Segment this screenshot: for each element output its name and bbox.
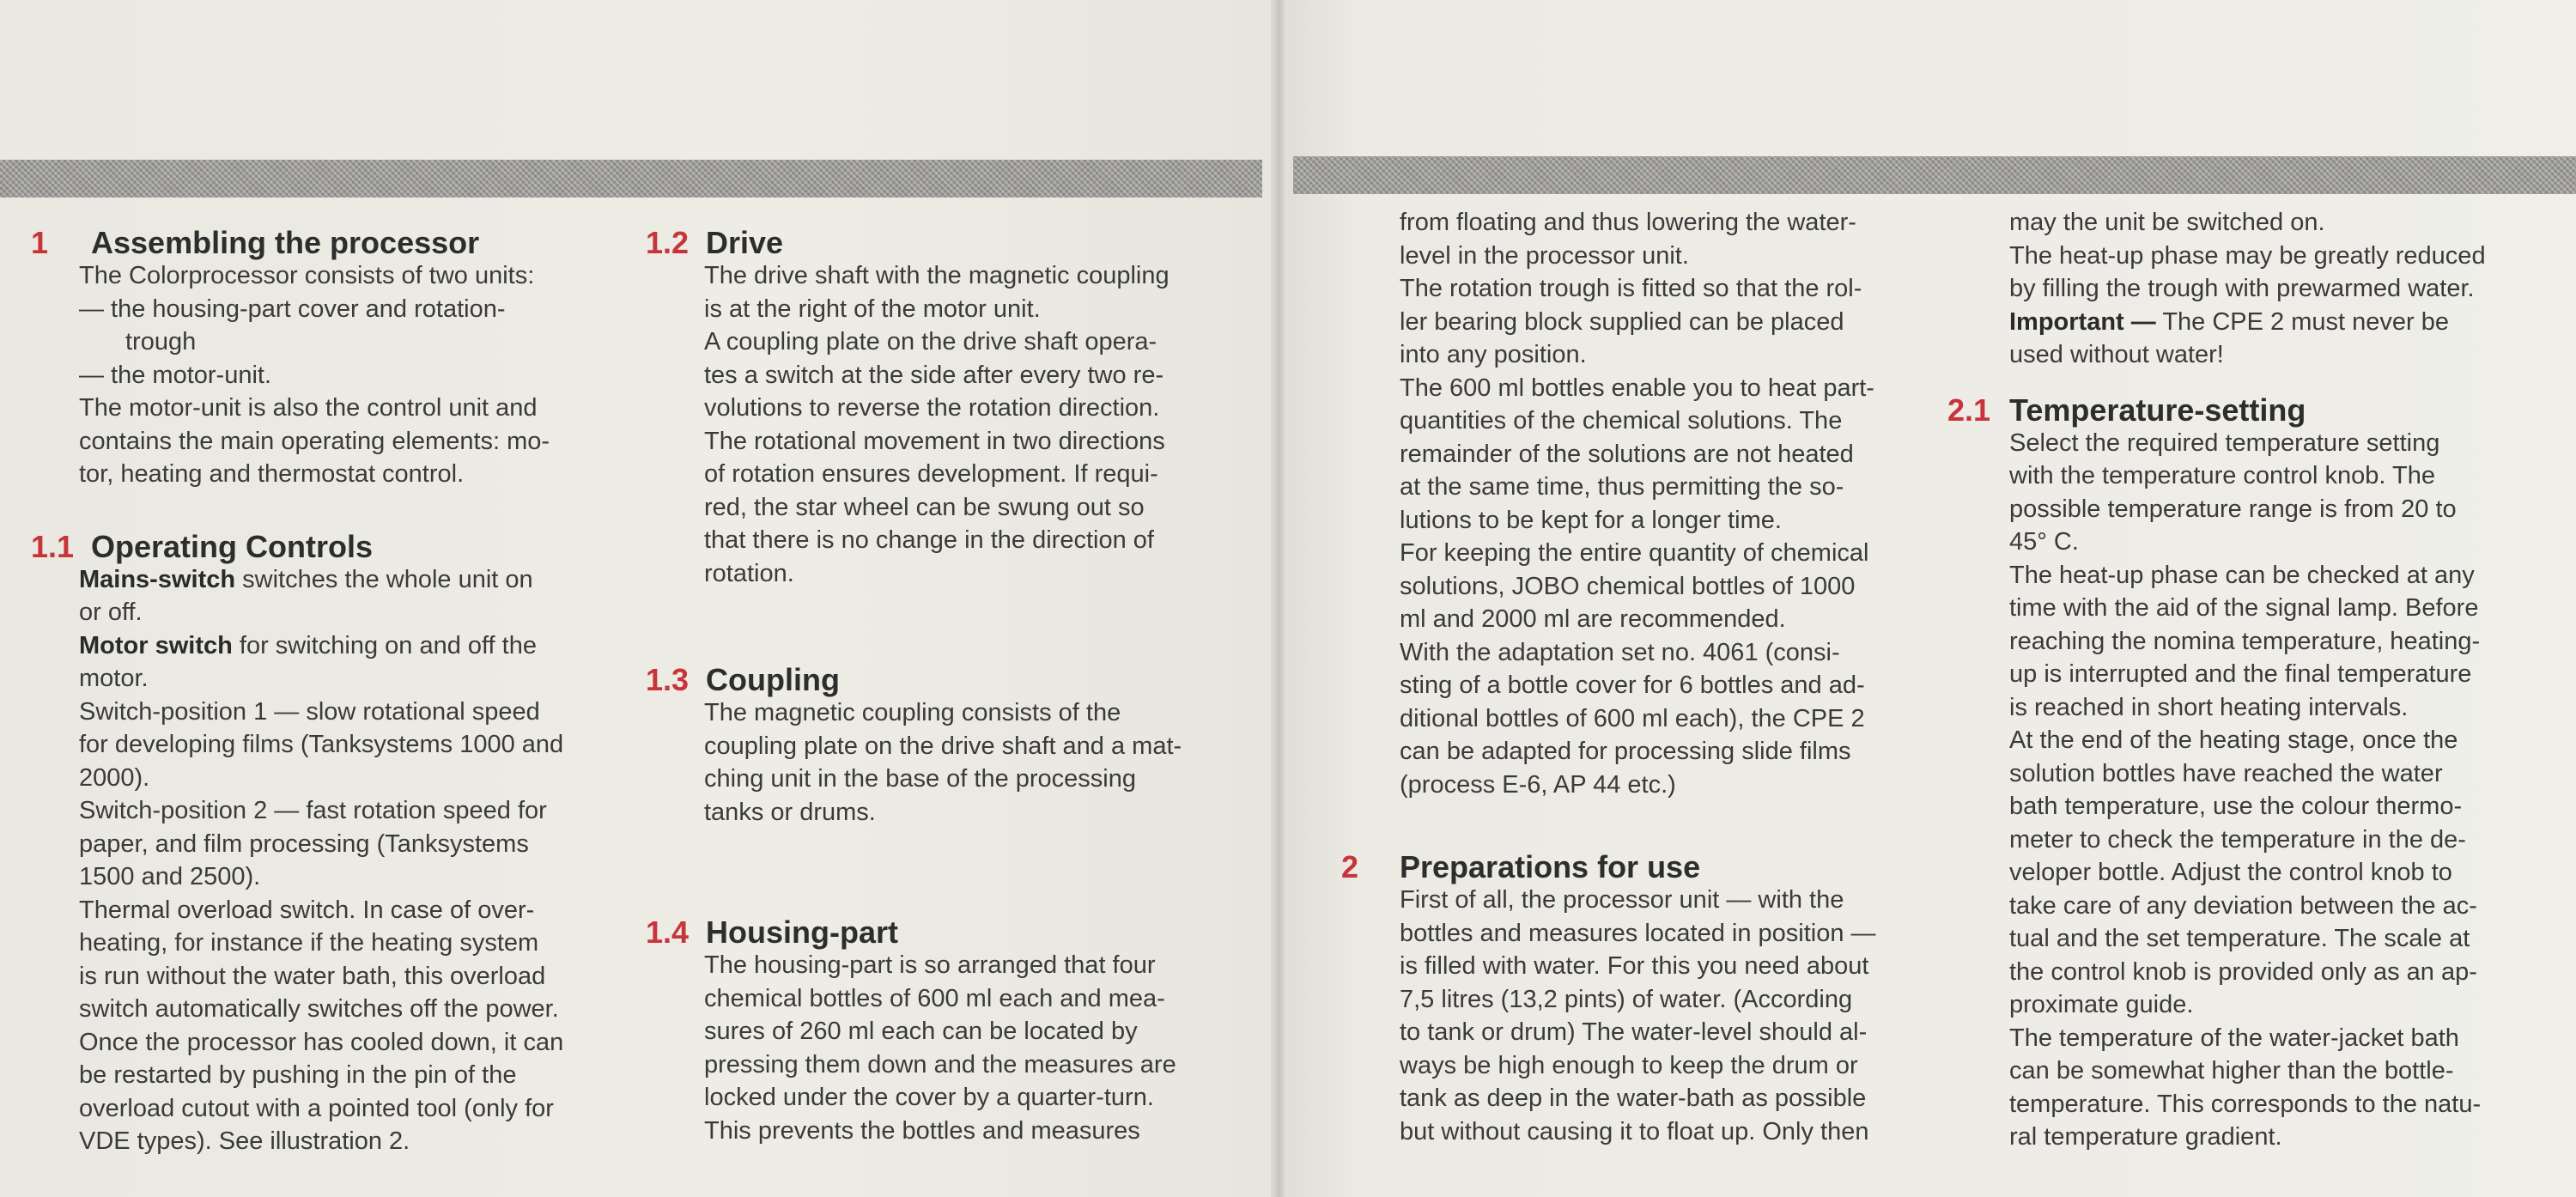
text-line: overload cutout with a pointed tool (only for [79,1094,554,1122]
column-2 [646,225,1221,1147]
section-heading: Coupling [706,662,840,697]
section-1-1-body [31,563,606,1158]
text-line: ways be high enough to keep the drum or [1400,1051,1858,1079]
text-line: veloper bottle. Adjust the control knob to [2009,859,2452,886]
text-line: chemical bottles of 600 ml each and mea- [704,984,1165,1012]
text-line: The magnetic coupling consists of the [704,699,1121,726]
section-number: 1 [31,225,49,260]
text-line: contains the main operating elements: mo- [79,427,550,455]
section-1-1-header [31,529,606,565]
text-line: tual and the set temperature. The scale at [2009,925,2470,952]
text-line: remainder of the solutions are not heated [1400,440,1854,468]
section-heading: Drive [706,225,784,260]
text-line: possible temperature range is from 20 to [2009,495,2457,523]
section-1-4-header [646,914,1221,951]
text-line: At the end of the heating stage, once the [2009,726,2458,754]
text-line: bath temperature, use the colour thermo- [2009,793,2463,820]
column-3 [1341,206,1918,1148]
text-line: the control knob is provided only as an ap- [2009,957,2477,986]
text-line: may the unit be switched on. [2009,209,2325,236]
text-line: proximate guide. [2009,991,2194,1018]
column-1 [31,225,606,1158]
text-line: that there is no change in the direction of [704,526,1154,554]
text-line: red, the star wheel can be swung out so [704,493,1145,521]
text-line: for developing films (Tanksystems 1000 and [79,731,564,758]
text-line: For keeping the entire quantity of chemical [1400,539,1869,567]
section-2-1-header [1947,392,2524,428]
text-line: of rotation ensures development. If requi- [704,460,1158,488]
text-line: Select the required temperature setting [2009,428,2440,457]
text-line: level in the processor unit. [1400,241,1689,270]
text-line: 7,5 litres (13,2 pints) of water. (According [1400,985,1853,1013]
section-number: 1.3 [646,662,690,697]
section-heading: Operating Controls [91,528,374,564]
text-line: (process E-6, AP 44 etc.) [1400,770,1676,799]
section-1-4-body [646,949,1221,1147]
continued-text [1341,206,1918,801]
section-1-body [31,259,606,491]
text-line: is filled with water. For this you need about [1400,952,1869,980]
text-line: coupling plate on the drive shaft and a mat- [704,732,1182,760]
section-heading: Preparations for use [1400,849,1701,884]
continued-text [1947,206,2524,372]
text-line: take care of any deviation between the ac- [2009,891,2477,920]
column-4 [1947,206,2524,1154]
text-line: pressing them down and the measures are [704,1050,1176,1079]
text-line: can be somewhat higher than the bottle- [2009,1057,2454,1085]
text-line: The Colorprocessor consists of two units: [79,262,535,289]
text-line: be restarted by pushing in the pin of the [79,1061,517,1089]
text-line: Switch-position 1 — slow rotational speed [79,697,540,726]
section-1-2-header [646,225,1221,261]
term-mains-switch: Mains-switch [79,565,236,593]
text-line: or off. [79,598,143,626]
section-heading: Assembling the processor [91,225,480,260]
text-line: can be adapted for processing slide films [1400,738,1851,765]
text-line: 2000). [79,763,150,792]
section-1-3-header [646,662,1221,698]
text-line: tor, heating and thermostat control. [79,460,465,488]
text-line: ditional bottles of 600 ml each), the CPE 2 [1400,704,1865,732]
section-1-header [31,225,606,261]
text-line: tank as deep in the water-bath as possible [1400,1085,1867,1112]
text-line: The rotation trough is fitted so that the rol- [1400,275,1862,302]
text-line: The 600 ml bottles enable you to heat part- [1400,374,1874,402]
text-line: temperature. This corresponds to the natu- [2009,1090,2482,1118]
text-line: 1500 and 2500). [79,863,261,890]
text-line: reaching the nomina temperature, heating- [2009,627,2481,655]
text-line: time with the aid of the signal lamp. Before [2009,594,2479,622]
section-heading: Housing-part [706,914,898,950]
section-2-body [1341,884,1918,1148]
text-line: meter to check the temperature in the de- [2009,825,2466,854]
text-line: locked under the cover by a quarter-turn. [704,1084,1154,1111]
text-line: The heat-up phase may be greatly reduced [2009,241,2486,270]
text-line: The heat-up phase can be checked at any [2009,561,2475,589]
text-line: is reached in short heating intervals. [2009,693,2409,721]
section-number: 1.2 [646,225,690,260]
text-run: switches the whole unit on [235,565,533,593]
text-line: lutions to be kept for a longer time. [1400,506,1782,534]
text-line: into any position. [1400,341,1587,368]
text-line: tanks or drums. [704,798,876,826]
term-motor-switch: Motor switch [79,631,233,659]
text-line: at the same time, thus permitting the so- [1400,473,1844,501]
text-line: sting of a bottle cover for 6 bottles and ad- [1400,671,1865,699]
text-line: — the motor-unit. [79,361,272,389]
section-heading: Temperature-setting [2009,392,2306,428]
text-line: ml and 2000 ml are recommended. [1400,605,1786,633]
text-line: bottles and measures located in position — [1400,919,1876,947]
text-line: 45° C. [2009,528,2079,556]
book-spine [1271,0,1285,1197]
text-line: rotation. [704,559,794,587]
text-line: ral temperature gradient. [2009,1123,2282,1151]
term-important: Important — [2009,307,2156,336]
text-line: is run without the water bath, this overload [79,962,546,990]
section-1-3-body [646,696,1221,829]
text-run: The CPE 2 must never be [2155,307,2449,336]
text-line: The rotational movement in two directions [704,427,1165,455]
text-line: up is interrupted and the final temperature [2009,660,2472,688]
left-header-band [0,160,1262,197]
section-number: 2 [1341,849,1359,884]
text-line: Thermal overload switch. In case of over- [79,896,535,924]
text-line: VDE types). See illustration 2. [79,1127,410,1155]
section-number: 1.4 [646,914,690,950]
text-line: with the temperature control knob. The [2009,462,2435,489]
text-line: Switch-position 2 — fast rotation speed for [79,797,547,824]
text-line: is at the right of the motor unit. [704,295,1041,323]
text-line: With the adaptation set no. 4061 (consi- [1400,638,1840,666]
text-line: Once the processor has cooled down, it can [79,1028,564,1056]
text-line: motor. [79,665,149,692]
text-line: quantities of the chemical solutions. The [1400,407,1843,434]
text-line: volutions to reverse the rotation direction. [704,394,1160,422]
text-line [79,629,606,663]
section-number: 1.1 [31,528,75,564]
text-line [79,563,606,597]
text-line: heating, for instance if the heating system [79,929,539,957]
text-line: from floating and thus lowering the water- [1400,209,1856,236]
text-run: for switching on and off the [232,631,537,659]
text-line: — the housing-part cover and rotation- [79,295,506,323]
text-line: paper, and film processing (Tanksystems [79,829,529,858]
section-2-1-body [1947,427,2524,1154]
text-line: trough [125,328,197,355]
section-2-header [1341,849,1918,885]
text-line: The motor-unit is also the control unit and [79,394,538,422]
text-line [2009,306,2524,339]
text-line: ler bearing block supplied can be placed [1400,307,1844,336]
text-line: First of all, the processor unit — with the [1400,886,1844,914]
text-line: A coupling plate on the drive shaft opera- [704,328,1157,355]
text-line: sures of 260 ml each can be located by [704,1018,1138,1045]
text-line: by filling the trough with prewarmed water. [2009,275,2475,302]
section-1-2-body [646,259,1221,590]
text-line: The drive shaft with the magnetic coupling [704,262,1170,289]
text-line: This prevents the bottles and measures [704,1116,1140,1145]
text-line: The housing-part is so arranged that four [704,951,1156,979]
text-line: but without causing it to float up. Only then [1400,1117,1869,1145]
text-line: tes a switch at the side after every two re- [704,361,1164,389]
text-line: ching unit in the base of the processing [704,765,1136,793]
right-header-band [1293,156,2576,194]
section-number: 2.1 [1947,392,1991,428]
text-line: solutions, JOBO chemical bottles of 1000 [1400,572,1856,600]
text-line: to tank or drum) The water-level should al- [1400,1018,1868,1046]
text-line: solution bottles have reached the water [2009,759,2443,787]
text-line: used without water! [2009,341,2224,368]
text-line: switch automatically switches off the power. [79,995,559,1023]
text-line: The temperature of the water-jacket bath [2009,1024,2459,1052]
